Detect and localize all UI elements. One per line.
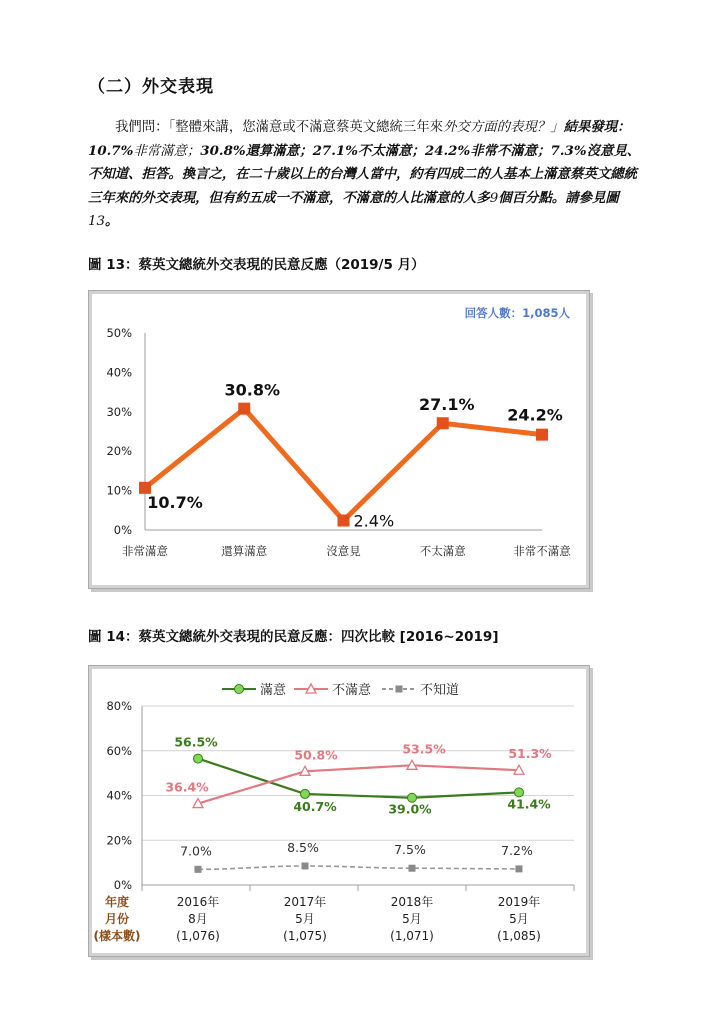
y-tick-label: 30% bbox=[106, 404, 132, 419]
data-label: 7.2% bbox=[501, 842, 533, 858]
data-point-marker bbox=[194, 754, 203, 763]
para-line-e: 個百分點。 bbox=[498, 189, 566, 206]
data-point-marker bbox=[437, 417, 449, 429]
para-value-10: 10.7% bbox=[88, 142, 134, 159]
legend-label: 不滿意 bbox=[332, 683, 372, 698]
data-point-marker bbox=[338, 515, 350, 527]
legend-marker bbox=[235, 685, 244, 694]
section-heading: （二）外交表現 bbox=[88, 77, 214, 97]
para-line-g: 13 bbox=[88, 214, 106, 229]
data-point-marker bbox=[536, 429, 548, 441]
y-tick-label: 10% bbox=[106, 483, 132, 498]
legend-label: 不知道 bbox=[420, 683, 460, 698]
data-label: 7.5% bbox=[394, 842, 426, 858]
y-tick-label: 40% bbox=[106, 365, 132, 380]
data-label: 53.5% bbox=[402, 741, 446, 757]
para-question-italic: 外交方面的表現？」 bbox=[443, 120, 564, 135]
x-label-month: 5月 bbox=[402, 912, 422, 926]
para-intro: 我們問：「整體來講，您滿意或不滿意蔡英文總統三年來 bbox=[115, 120, 444, 135]
para-line-h: 。 bbox=[105, 213, 119, 229]
data-label: 56.5% bbox=[174, 734, 218, 750]
y-tick-label: 60% bbox=[106, 743, 132, 758]
data-label: 50.8% bbox=[294, 747, 338, 763]
x-tick-label: 不太滿意 bbox=[419, 544, 466, 558]
y-tick-label: 50% bbox=[106, 326, 132, 340]
y-tick-label: 20% bbox=[106, 444, 132, 459]
series-line bbox=[145, 409, 542, 521]
x-label-year: 2018年 bbox=[390, 895, 434, 909]
data-point-marker bbox=[409, 865, 416, 872]
x-label-year: 2016年 bbox=[176, 895, 220, 909]
y-tick-label: 80% bbox=[106, 699, 132, 713]
data-point-marker bbox=[301, 789, 310, 798]
x-label-sample: (1,076) bbox=[176, 929, 220, 943]
data-point-marker bbox=[302, 862, 309, 869]
x-label-sample: (1,071) bbox=[390, 929, 434, 943]
y-tick-label: 0% bbox=[113, 523, 132, 537]
data-label: 39.0% bbox=[388, 801, 432, 817]
x-label-sample: (1,075) bbox=[283, 929, 327, 943]
data-point-marker bbox=[195, 866, 202, 873]
legend-marker bbox=[396, 686, 403, 693]
figure14-svg bbox=[89, 666, 589, 956]
body-paragraph bbox=[88, 116, 644, 234]
y-tick-label: 40% bbox=[106, 788, 132, 803]
data-label: 27.1% bbox=[418, 395, 475, 415]
figure13-svg bbox=[89, 291, 589, 588]
data-label: 30.8% bbox=[224, 380, 281, 400]
x-tick-label: 非常滿意 bbox=[122, 544, 168, 558]
data-label: 36.4% bbox=[165, 779, 209, 795]
data-label: 8.5% bbox=[287, 839, 319, 855]
para-line-b: 30.8%還算滿意；27.1%不太滿意；24.2%非常不滿意；7.3%沒意見、不知道、拒答。換言之，在二十歲以上的台灣人當中，約有四成二的人基本上滿意蔡英文總統三年來的外交表現， bbox=[88, 142, 641, 206]
figure14-chart bbox=[88, 665, 590, 957]
data-label: 7.0% bbox=[180, 843, 212, 859]
para-line-d: 9 bbox=[489, 190, 499, 206]
series-line-1 bbox=[198, 765, 519, 803]
x-axis-row-label: 月份 bbox=[104, 912, 130, 926]
x-label-sample: (1,085) bbox=[497, 929, 541, 943]
x-tick-label: 非常不滿意 bbox=[513, 544, 571, 558]
x-label-month: 5月 bbox=[509, 912, 529, 926]
data-label: 51.3% bbox=[508, 746, 552, 762]
data-point-marker bbox=[238, 403, 250, 415]
x-label-month: 8月 bbox=[188, 912, 208, 926]
figure13-chart bbox=[88, 290, 590, 589]
x-axis-row-label: (樣本數) bbox=[93, 929, 141, 943]
x-label-year: 2019年 bbox=[497, 895, 541, 909]
y-tick-label: 0% bbox=[113, 878, 132, 892]
x-tick-label: 還算滿意 bbox=[221, 544, 268, 558]
data-label: 40.7% bbox=[293, 798, 337, 814]
para-line-c: 但有約五成一不滿意，不滿意的人比滿意的人多 bbox=[208, 189, 490, 206]
series-line-0 bbox=[198, 759, 519, 798]
x-label-year: 2017年 bbox=[283, 895, 327, 909]
data-label: 41.4% bbox=[507, 796, 551, 812]
para-result-label: 結果發現： bbox=[563, 119, 631, 135]
data-label: 10.7% bbox=[147, 492, 203, 512]
data-label: 24.2% bbox=[507, 405, 563, 425]
data-label: 2.4% bbox=[353, 511, 395, 531]
figure13-caption: 圖 13：蔡英文總統外交表現的民意反應（2019/5 月） bbox=[88, 257, 425, 273]
respondents-note: 回答人數：1,085人 bbox=[464, 306, 570, 320]
x-axis-row-label: 年度 bbox=[104, 895, 130, 909]
y-tick-label: 20% bbox=[106, 833, 132, 848]
data-point-marker bbox=[516, 865, 523, 872]
figure14-caption: 圖 14：蔡英文總統外交表現的民意反應：四次比較 [2016~2019] bbox=[88, 629, 499, 645]
x-label-month: 5月 bbox=[295, 912, 315, 926]
para-line-f: 請參見圖 bbox=[565, 189, 619, 206]
x-tick-label: 沒意見 bbox=[326, 544, 361, 558]
series-line-2 bbox=[198, 866, 519, 869]
legend-label: 滿意 bbox=[260, 683, 287, 698]
para-line-a: 非常滿意； bbox=[133, 143, 201, 159]
